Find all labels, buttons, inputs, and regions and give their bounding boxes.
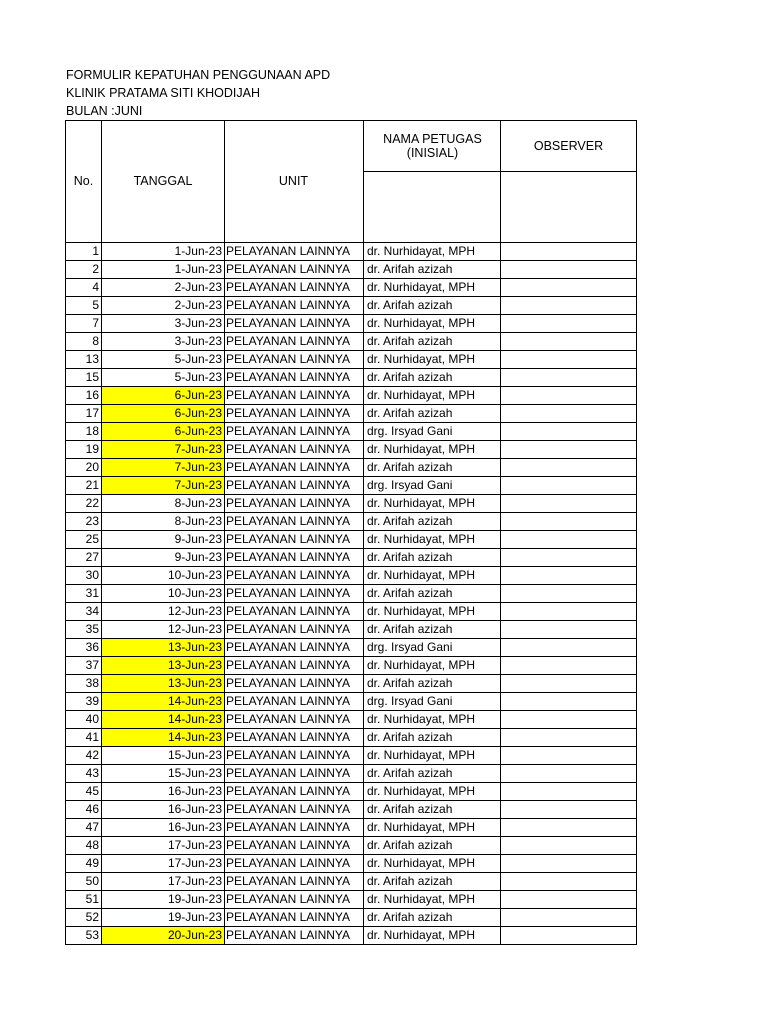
cell-no: 43 [66,765,102,783]
cell-tanggal: 7-Jun-23 [102,441,225,459]
cell-observer [501,585,637,603]
nama-subheader-blank [364,172,501,243]
table-row [66,297,637,315]
cell-nama-petugas: dr. Nurhidayat, MPH [364,783,501,801]
cell-unit: PELAYANAN LAINNYA [225,477,364,495]
table-row [66,621,637,639]
cell-observer [501,261,637,279]
cell-tanggal: 7-Jun-23 [102,459,225,477]
cell-nama-petugas: dr. Arifah azizah [364,675,501,693]
cell-unit: PELAYANAN LAINNYA [225,495,364,513]
cell-unit: PELAYANAN LAINNYA [225,873,364,891]
cell-unit: PELAYANAN LAINNYA [225,513,364,531]
cell-unit: PELAYANAN LAINNYA [225,405,364,423]
table-row [66,495,637,513]
cell-observer [501,675,637,693]
cell-observer [501,621,637,639]
cell-nama-petugas: dr. Arifah azizah [364,261,501,279]
cell-unit: PELAYANAN LAINNYA [225,567,364,585]
cell-nama-petugas: dr. Nurhidayat, MPH [364,819,501,837]
cell-unit: PELAYANAN LAINNYA [225,531,364,549]
cell-no: 4 [66,279,102,297]
cell-observer [501,693,637,711]
cell-no: 19 [66,441,102,459]
cell-unit: PELAYANAN LAINNYA [225,801,364,819]
cell-unit: PELAYANAN LAINNYA [225,639,364,657]
cell-nama-petugas: dr. Arifah azizah [364,585,501,603]
table-row [66,891,637,909]
table-row [66,855,637,873]
cell-unit: PELAYANAN LAINNYA [225,783,364,801]
table-row [66,351,637,369]
cell-no: 25 [66,531,102,549]
cell-tanggal: 15-Jun-23 [102,747,225,765]
cell-no: 52 [66,909,102,927]
cell-tanggal: 14-Jun-23 [102,729,225,747]
cell-no: 39 [66,693,102,711]
cell-tanggal: 13-Jun-23 [102,657,225,675]
cell-unit: PELAYANAN LAINNYA [225,909,364,927]
cell-observer [501,477,637,495]
cell-unit: PELAYANAN LAINNYA [225,675,364,693]
cell-no: 49 [66,855,102,873]
cell-nama-petugas: dr. Nurhidayat, MPH [364,495,501,513]
cell-nama-petugas: dr. Nurhidayat, MPH [364,441,501,459]
cell-tanggal: 2-Jun-23 [102,297,225,315]
column-header-nama-petugas [364,121,501,172]
table-row [66,405,637,423]
cell-observer [501,423,637,441]
cell-no: 46 [66,801,102,819]
cell-nama-petugas: dr. Nurhidayat, MPH [364,351,501,369]
cell-nama-petugas: dr. Arifah azizah [364,837,501,855]
nama-header-line1: NAMA PETUGAS [383,132,482,146]
cell-tanggal: 1-Jun-23 [102,243,225,261]
cell-observer [501,927,637,945]
cell-observer [501,783,637,801]
cell-tanggal: 2-Jun-23 [102,279,225,297]
column-header-no: No. [66,121,102,243]
cell-observer [501,603,637,621]
cell-nama-petugas: dr. Nurhidayat, MPH [364,891,501,909]
table-row [66,585,637,603]
cell-observer [501,279,637,297]
cell-no: 31 [66,585,102,603]
form-title: FORMULIR KEPATUHAN PENGGUNAAN APD [66,68,331,82]
cell-nama-petugas: dr. Arifah azizah [364,873,501,891]
cell-observer [501,657,637,675]
cell-unit: PELAYANAN LAINNYA [225,351,364,369]
cell-tanggal: 12-Jun-23 [102,621,225,639]
compliance-table [65,120,637,945]
cell-nama-petugas: drg. Irsyad Gani [364,423,501,441]
cell-no: 53 [66,927,102,945]
cell-observer [501,387,637,405]
cell-unit: PELAYANAN LAINNYA [225,549,364,567]
cell-unit: PELAYANAN LAINNYA [225,837,364,855]
cell-unit: PELAYANAN LAINNYA [225,441,364,459]
cell-nama-petugas: dr. Nurhidayat, MPH [364,855,501,873]
table-row [66,261,637,279]
cell-nama-petugas: drg. Irsyad Gani [364,693,501,711]
cell-no: 1 [66,243,102,261]
cell-unit: PELAYANAN LAINNYA [225,819,364,837]
cell-tanggal: 3-Jun-23 [102,315,225,333]
cell-observer [501,711,637,729]
cell-nama-petugas: dr. Arifah azizah [364,909,501,927]
table-row [66,729,637,747]
cell-no: 8 [66,333,102,351]
table-row [66,837,637,855]
cell-nama-petugas: dr. Nurhidayat, MPH [364,243,501,261]
cell-no: 16 [66,387,102,405]
cell-nama-petugas: dr. Nurhidayat, MPH [364,387,501,405]
cell-observer [501,459,637,477]
cell-no: 7 [66,315,102,333]
cell-observer [501,819,637,837]
cell-tanggal: 10-Jun-23 [102,585,225,603]
cell-nama-petugas: drg. Irsyad Gani [364,477,501,495]
cell-nama-petugas: dr. Nurhidayat, MPH [364,747,501,765]
cell-no: 45 [66,783,102,801]
cell-no: 42 [66,747,102,765]
cell-tanggal: 12-Jun-23 [102,603,225,621]
table-row [66,243,637,261]
cell-unit: PELAYANAN LAINNYA [225,243,364,261]
cell-observer [501,891,637,909]
cell-observer [501,567,637,585]
cell-no: 18 [66,423,102,441]
cell-observer [501,495,637,513]
cell-no: 38 [66,675,102,693]
cell-no: 22 [66,495,102,513]
cell-no: 37 [66,657,102,675]
cell-unit: PELAYANAN LAINNYA [225,261,364,279]
cell-no: 51 [66,891,102,909]
cell-unit: PELAYANAN LAINNYA [225,297,364,315]
cell-nama-petugas: dr. Arifah azizah [364,549,501,567]
cell-nama-petugas: dr. Arifah azizah [364,765,501,783]
cell-tanggal: 5-Jun-23 [102,369,225,387]
table-row [66,567,637,585]
cell-no: 23 [66,513,102,531]
cell-tanggal: 8-Jun-23 [102,495,225,513]
cell-no: 35 [66,621,102,639]
cell-nama-petugas: dr. Arifah azizah [364,405,501,423]
table-row [66,441,637,459]
cell-nama-petugas: dr. Arifah azizah [364,621,501,639]
table-row [66,513,637,531]
table-row [66,531,637,549]
cell-tanggal: 17-Jun-23 [102,873,225,891]
cell-no: 30 [66,567,102,585]
cell-nama-petugas: dr. Nurhidayat, MPH [364,927,501,945]
column-header-observer: OBSERVER [501,121,637,172]
table-row [66,477,637,495]
cell-nama-petugas: dr. Arifah azizah [364,459,501,477]
cell-nama-petugas: dr. Nurhidayat, MPH [364,711,501,729]
cell-observer [501,531,637,549]
cell-no: 27 [66,549,102,567]
cell-tanggal: 7-Jun-23 [102,477,225,495]
cell-nama-petugas: dr. Arifah azizah [364,801,501,819]
cell-tanggal: 6-Jun-23 [102,387,225,405]
table-row [66,387,637,405]
nama-header-line2: (INISIAL) [406,146,459,160]
cell-observer [501,765,637,783]
table-row [66,657,637,675]
cell-tanggal: 1-Jun-23 [102,261,225,279]
cell-unit: PELAYANAN LAINNYA [225,459,364,477]
cell-unit: PELAYANAN LAINNYA [225,279,364,297]
cell-tanggal: 16-Jun-23 [102,783,225,801]
cell-nama-petugas: dr. Arifah azizah [364,513,501,531]
cell-observer [501,909,637,927]
cell-tanggal: 6-Jun-23 [102,405,225,423]
cell-unit: PELAYANAN LAINNYA [225,423,364,441]
table-row [66,279,637,297]
table-row [66,603,637,621]
cell-tanggal: 9-Jun-23 [102,531,225,549]
cell-no: 41 [66,729,102,747]
table-row [66,909,637,927]
cell-no: 17 [66,405,102,423]
cell-unit: PELAYANAN LAINNYA [225,333,364,351]
table-row [66,693,637,711]
cell-tanggal: 14-Jun-23 [102,693,225,711]
cell-observer [501,801,637,819]
cell-tanggal: 16-Jun-23 [102,801,225,819]
cell-tanggal: 20-Jun-23 [102,927,225,945]
table-row [66,783,637,801]
cell-no: 21 [66,477,102,495]
cell-nama-petugas: dr. Arifah azizah [364,333,501,351]
cell-nama-petugas: dr. Nurhidayat, MPH [364,531,501,549]
cell-tanggal: 9-Jun-23 [102,549,225,567]
table-row [66,459,637,477]
table-row [66,549,637,567]
cell-observer [501,369,637,387]
cell-unit: PELAYANAN LAINNYA [225,657,364,675]
cell-tanggal: 6-Jun-23 [102,423,225,441]
cell-unit: PELAYANAN LAINNYA [225,315,364,333]
table-row [66,675,637,693]
cell-unit: PELAYANAN LAINNYA [225,855,364,873]
table-row [66,711,637,729]
cell-tanggal: 19-Jun-23 [102,891,225,909]
cell-unit: PELAYANAN LAINNYA [225,711,364,729]
month-label: BULAN :JUNI [66,104,143,118]
cell-observer [501,315,637,333]
cell-observer [501,729,637,747]
cell-nama-petugas: dr. Nurhidayat, MPH [364,603,501,621]
table-row [66,873,637,891]
cell-observer [501,873,637,891]
cell-nama-petugas: drg. Irsyad Gani [364,639,501,657]
cell-no: 34 [66,603,102,621]
table-row [66,423,637,441]
cell-observer [501,837,637,855]
cell-tanggal: 16-Jun-23 [102,819,225,837]
cell-tanggal: 3-Jun-23 [102,333,225,351]
cell-no: 15 [66,369,102,387]
table-row [66,315,637,333]
cell-unit: PELAYANAN LAINNYA [225,729,364,747]
table-row [66,639,637,657]
cell-no: 48 [66,837,102,855]
cell-nama-petugas: dr. Nurhidayat, MPH [364,279,501,297]
clinic-name: KLINIK PRATAMA SITI KHODIJAH [66,86,261,100]
cell-nama-petugas: dr. Arifah azizah [364,297,501,315]
cell-observer [501,513,637,531]
cell-no: 2 [66,261,102,279]
cell-nama-petugas: dr. Arifah azizah [364,369,501,387]
cell-unit: PELAYANAN LAINNYA [225,585,364,603]
cell-unit: PELAYANAN LAINNYA [225,621,364,639]
cell-no: 20 [66,459,102,477]
table-row [66,927,637,945]
cell-tanggal: 10-Jun-23 [102,567,225,585]
cell-tanggal: 17-Jun-23 [102,837,225,855]
cell-observer [501,549,637,567]
table-row [66,801,637,819]
cell-tanggal: 13-Jun-23 [102,675,225,693]
observer-subheader-blank [501,172,637,243]
cell-no: 50 [66,873,102,891]
cell-observer [501,333,637,351]
cell-nama-petugas: dr. Nurhidayat, MPH [364,567,501,585]
table-body [66,243,637,945]
table-row [66,819,637,837]
table-row [66,747,637,765]
cell-tanggal: 5-Jun-23 [102,351,225,369]
cell-observer [501,639,637,657]
cell-tanggal: 13-Jun-23 [102,639,225,657]
cell-tanggal: 8-Jun-23 [102,513,225,531]
cell-unit: PELAYANAN LAINNYA [225,603,364,621]
table-row [66,369,637,387]
cell-unit: PELAYANAN LAINNYA [225,369,364,387]
cell-nama-petugas: dr. Nurhidayat, MPH [364,315,501,333]
cell-nama-petugas: dr. Arifah azizah [364,729,501,747]
cell-no: 5 [66,297,102,315]
column-header-unit: UNIT [225,121,364,243]
cell-tanggal: 14-Jun-23 [102,711,225,729]
cell-unit: PELAYANAN LAINNYA [225,387,364,405]
cell-tanggal: 19-Jun-23 [102,909,225,927]
cell-observer [501,441,637,459]
table-row [66,765,637,783]
cell-observer [501,243,637,261]
cell-tanggal: 17-Jun-23 [102,855,225,873]
cell-unit: PELAYANAN LAINNYA [225,693,364,711]
cell-no: 13 [66,351,102,369]
cell-observer [501,747,637,765]
column-header-tanggal: TANGGAL [102,121,225,243]
cell-observer [501,297,637,315]
cell-unit: PELAYANAN LAINNYA [225,765,364,783]
cell-tanggal: 15-Jun-23 [102,765,225,783]
cell-no: 47 [66,819,102,837]
cell-no: 40 [66,711,102,729]
cell-observer [501,855,637,873]
table-row [66,333,637,351]
cell-unit: PELAYANAN LAINNYA [225,747,364,765]
cell-observer [501,351,637,369]
cell-nama-petugas: dr. Nurhidayat, MPH [364,657,501,675]
cell-unit: PELAYANAN LAINNYA [225,927,364,945]
cell-observer [501,405,637,423]
document-heading [66,66,330,120]
cell-no: 36 [66,639,102,657]
cell-unit: PELAYANAN LAINNYA [225,891,364,909]
